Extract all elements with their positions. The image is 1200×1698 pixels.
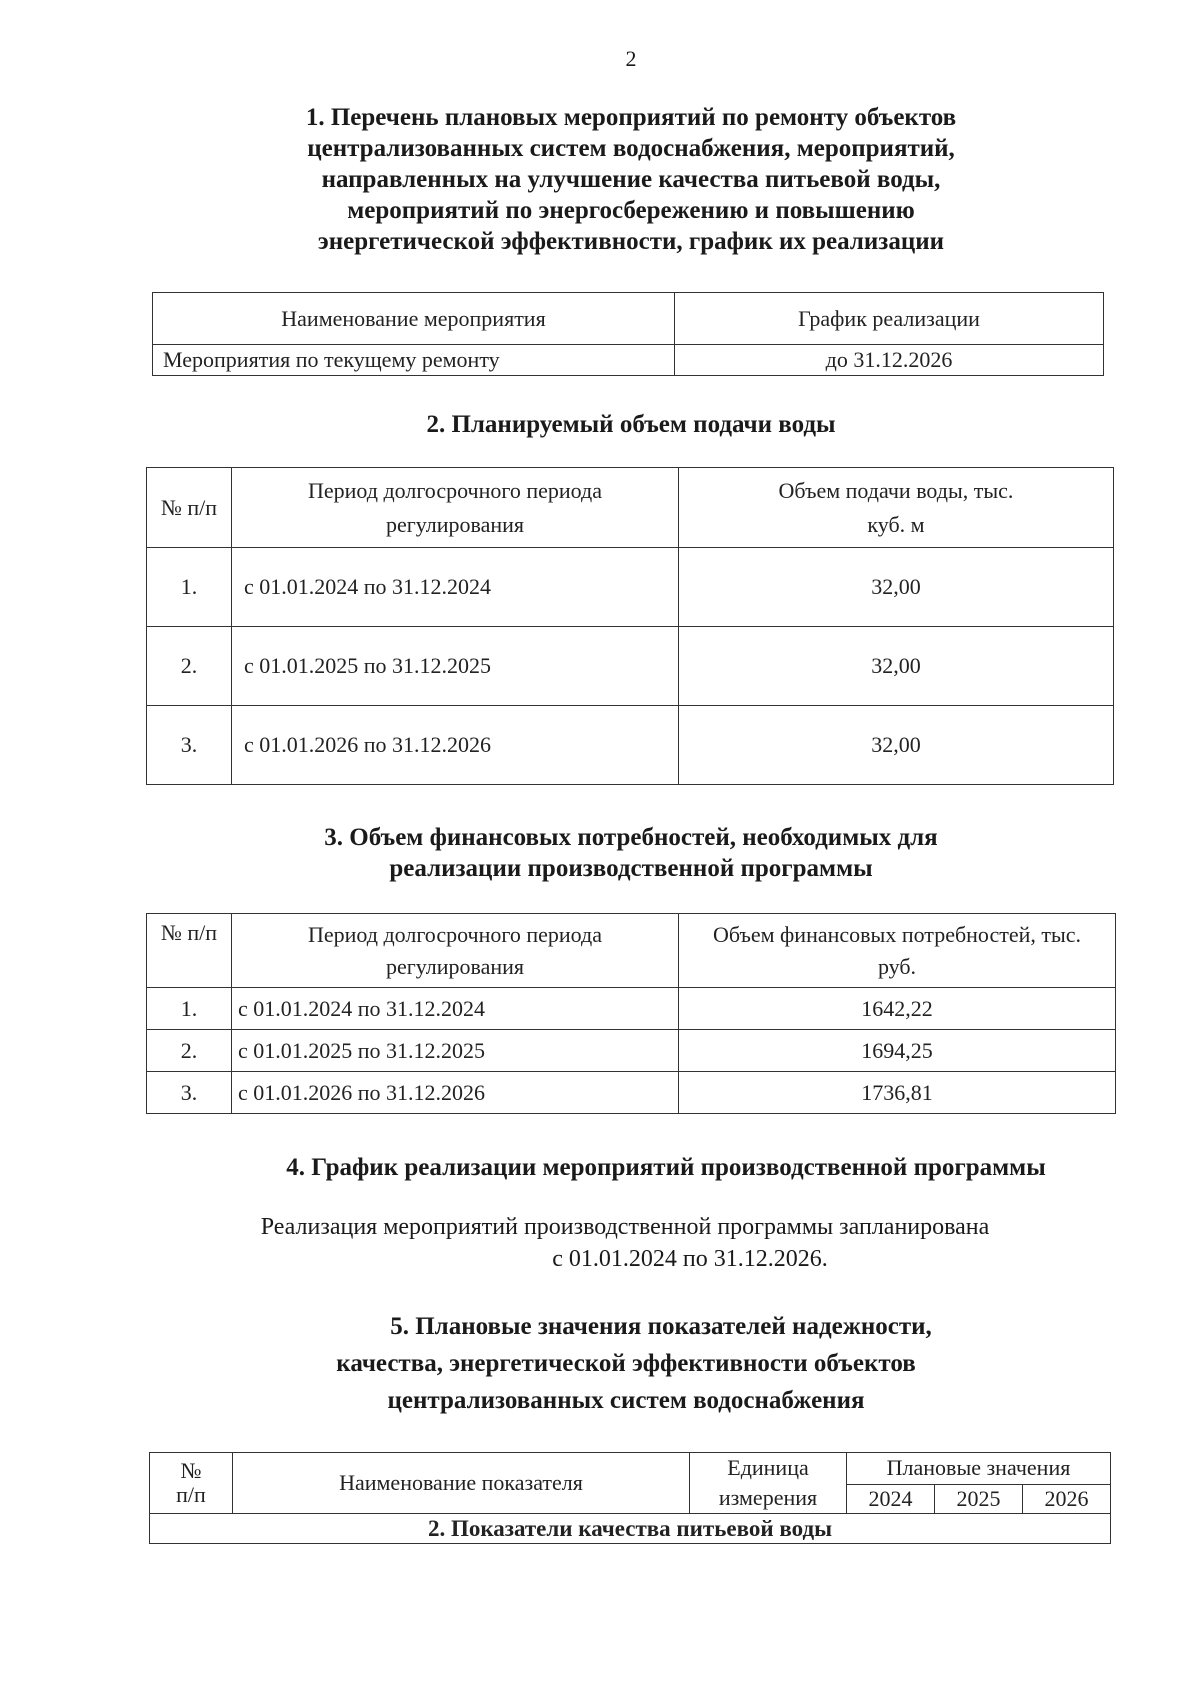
section2-title-text: 2. Планируемый объем подачи воды bbox=[426, 411, 836, 438]
table-header bbox=[690, 1453, 847, 1514]
table-header: Наименование показателя bbox=[233, 1453, 690, 1514]
table-cell: 1736,81 bbox=[679, 1072, 1116, 1114]
section5-title-line: качества, энергетической эффективности объектов bbox=[336, 1350, 916, 1377]
table-row bbox=[147, 1030, 1116, 1072]
table-cell: с 01.01.2024 по 31.12.2024 bbox=[232, 548, 679, 627]
section4-title bbox=[236, 1152, 1096, 1183]
table-cell: 3. bbox=[147, 706, 232, 785]
section3-title-line: реализации производственной программы bbox=[389, 855, 873, 882]
table-cell: 32,00 bbox=[679, 627, 1114, 706]
indicators-table bbox=[149, 1452, 1111, 1544]
section3-title-line: 3. Объем финансовых потребностей, необходимых для bbox=[324, 824, 938, 851]
table-header: № п/п bbox=[147, 914, 232, 988]
section4-text-line: Реализация мероприятий производственной программы запланирована bbox=[260, 1214, 990, 1240]
table-row bbox=[147, 627, 1114, 706]
section1-title bbox=[0, 102, 1200, 257]
table-group-row: 2. Показатели качества питьевой воды bbox=[150, 1514, 1111, 1544]
table-cell: с 01.01.2026 по 31.12.2026 bbox=[232, 706, 679, 785]
table-header bbox=[679, 914, 1116, 988]
table-header-text: Период долгосрочного периода регулирования bbox=[307, 477, 603, 537]
section1-title-line: направленных на улучшение качества питьевой воды, bbox=[321, 166, 941, 193]
table-header bbox=[232, 914, 679, 988]
table-cell: с 01.01.2024 по 31.12.2024 bbox=[232, 988, 679, 1030]
table-cell: 1694,25 bbox=[679, 1030, 1116, 1072]
table-cell: до 31.12.2026 bbox=[675, 345, 1104, 376]
section5-title bbox=[240, 1311, 1012, 1416]
table-header: Наименование мероприятия bbox=[153, 293, 675, 345]
water-supply-volume-table bbox=[146, 467, 1114, 785]
table-cell: 1. bbox=[147, 548, 232, 627]
repair-events-table bbox=[152, 292, 1104, 376]
section5-title-line: 5. Плановые значения показателей надежности, bbox=[390, 1313, 932, 1340]
section1-title-line: мероприятий по энергосбережению и повышению bbox=[347, 197, 915, 224]
table-cell: с 01.01.2025 по 31.12.2025 bbox=[232, 627, 679, 706]
table-cell: 32,00 bbox=[679, 706, 1114, 785]
table-header-text: Период долгосрочного периода регулирования bbox=[307, 921, 603, 979]
section2-title bbox=[0, 409, 1200, 440]
table-header: Плановые значения bbox=[847, 1453, 1111, 1485]
page-number: 2 bbox=[625, 46, 637, 71]
table-header-year: 2024 bbox=[847, 1484, 935, 1513]
table-row bbox=[147, 548, 1114, 627]
table-header-year: 2025 bbox=[934, 1484, 1022, 1513]
table-cell: 2. bbox=[147, 627, 232, 706]
table-header: График реализации bbox=[675, 293, 1104, 345]
table-header bbox=[679, 468, 1114, 548]
table-cell: Мероприятия по текущему ремонту bbox=[153, 345, 675, 376]
table-header-text: № п/п bbox=[176, 1458, 206, 1507]
section4-text-line: с 01.01.2024 по 31.12.2026. bbox=[552, 1246, 828, 1272]
section4-title-text: 4. График реализации мероприятий производственной программы bbox=[286, 1154, 1046, 1181]
table-header-text: Объем финансовых потребностей, тыс. руб. bbox=[712, 921, 1082, 979]
table-cell: 2. bbox=[147, 1030, 232, 1072]
section5-title-line: централизованных систем водоснабжения bbox=[387, 1387, 865, 1414]
table-cell: с 01.01.2025 по 31.12.2025 bbox=[232, 1030, 679, 1072]
section3-title bbox=[0, 822, 1200, 884]
table-header-text: Объем подачи воды, тыс. куб. м bbox=[778, 477, 1014, 537]
table-cell: 32,00 bbox=[679, 548, 1114, 627]
table-header-year: 2026 bbox=[1022, 1484, 1110, 1513]
financial-needs-table bbox=[146, 913, 1116, 1114]
table-cell: 1. bbox=[147, 988, 232, 1030]
section1-title-line: централизованных систем водоснабжения, мероприятий, bbox=[307, 135, 955, 162]
table-cell: с 01.01.2026 по 31.12.2026 bbox=[232, 1072, 679, 1114]
table-row bbox=[147, 988, 1116, 1030]
section1-title-line: 1. Перечень плановых мероприятий по ремонту объектов bbox=[305, 104, 957, 131]
table-header-text: Единица измерения bbox=[718, 1455, 818, 1510]
table-header bbox=[232, 468, 679, 548]
section1-title-line: энергетической эффективности, график их реализации bbox=[317, 228, 945, 255]
table-row bbox=[147, 706, 1114, 785]
table-row bbox=[147, 1072, 1116, 1114]
table-cell: 3. bbox=[147, 1072, 232, 1114]
section4-text bbox=[180, 1211, 1070, 1275]
table-header: № п/п bbox=[147, 468, 232, 548]
table-cell: 1642,22 bbox=[679, 988, 1116, 1030]
table-header bbox=[150, 1453, 233, 1514]
